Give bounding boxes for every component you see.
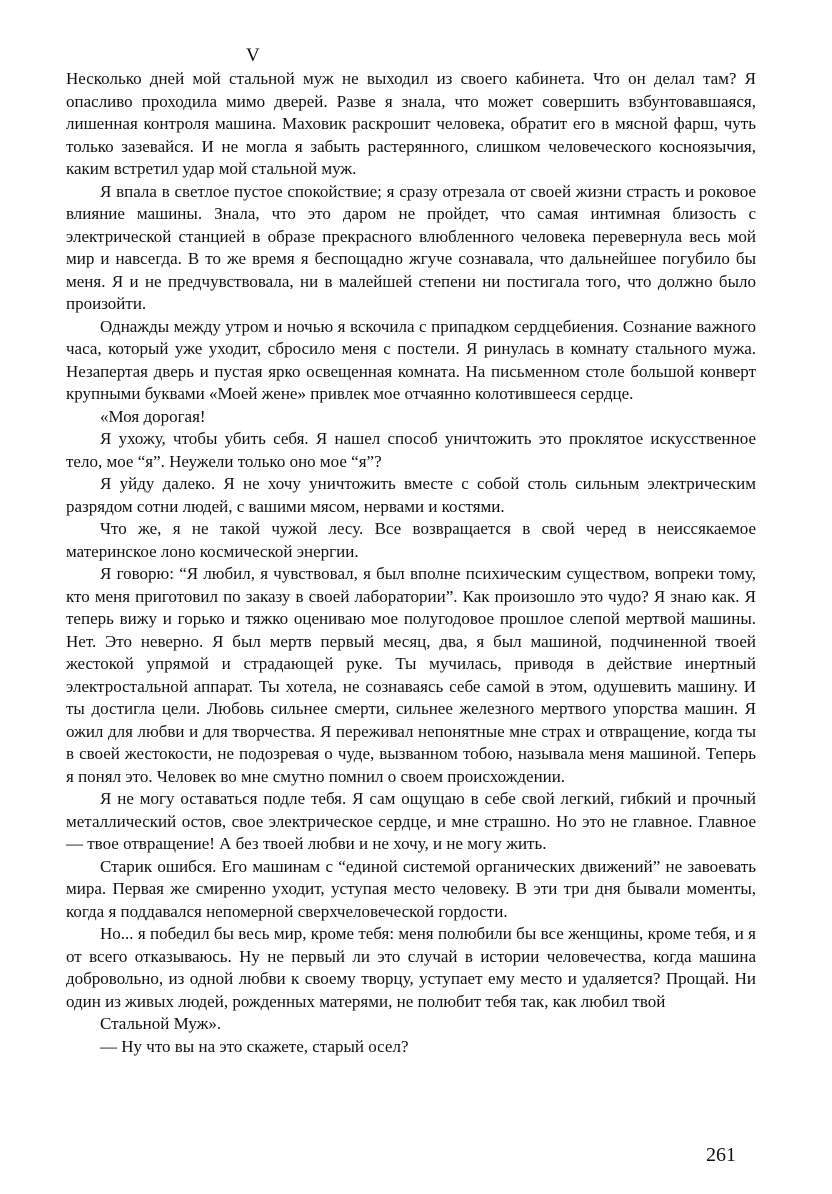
paragraph: Я ухожу, чтобы убить себя. Я нашел способ уничтожить это проклятое искусственное тело, мое “я”. Неужели только оно мое “я”? [66,429,756,471]
paragraph: Несколько дней мой стальной муж не выходил из своего кабинета. Что он делал там? Я опасливо проходила мимо дверей. Разве я знала, что может совершить взбунтовавшаяся, лишенная контроля машина. Маховик раскрошит человека, обратит его в мясной фарш, чуть только зазевайся. И не могла я забыть растерянного, слишком человеческого косноязычия, каким встретил удар мой стальной муж. [66,69,756,178]
paragraph: Я впала в светлое пустое спокойствие; я сразу отрезала от своей жизни страсть и роковое влияние машины. Знала, что это даром не пройдет, что самая интимная близость с электрической станцией в образе прекрасного влюбленного человека перевернула весь мой мир и навсегда. В то же время я беспощадно жгуче сознавала, что дальнейшее погубило бы меня. Я и не предчувствовала, ни в малейшей степени ни постигала того, что должно было произойти. [66,181,756,313]
chapter-numeral: V [246,45,260,66]
paragraph: Но... я победил бы весь мир, кроме тебя: меня полюбили бы все женщины, кроме тебя, и я от всего отказываюсь. Ну не первый ли это случай в истории человечества, когда машина добровольно, из одной любви к своему творцу, уступает ему место и удаляется? Прощай. Ни один из живых людей, рожденных матерями, не полюбит тебя так, как любил твой [66,924,756,1011]
paragraph: Я уйду далеко. Я не хочу уничтожить вместе с собой столь сильным электрическим разрядом сотни людей, с вашими мясом, нервами и костями. [66,474,756,516]
paragraph: Я говорю: “Я любил, я чувствовал, я был вполне психическим существом, вопреки тому, кто меня приготовил по заказу в своей лаборатории”. Как произошло это чудо? Я знаю как. Я теперь вижу и горько и тяжко оцениваю мое полугодовое прошлое слепой мертвой машины. Нет. Это неверно. Я был мертв первый месяц, два, я был машиной, подчиненной твоей жестокой упрямой и страдающей руке. Ты мучилась, приводя в действие инертный электростальной аппарат. Ты хотела, не сознаваясь себе самой в этом, одушевить машину. И ты достигла цели. Любовь сильнее смерти, сильнее железного мертвого упорства машин. Я ожил для любви и для творчества. Я переживал непонятные мне страх и отвращение, когда ты в своей жестокости, не подозревая о чуде, вызванном тобою, называла меня машиной. Теперь я понял это. Человек во мне смутно помнил о своем происхождении. [66,564,756,786]
page-body [66,44,756,1058]
paragraph: Однажды между утром и ночью я вскочила с припадком сердцебиения. Сознание важного часа, который уже уходит, сбросило меня с постели. Я ринулась в комнату стального мужа. Незапертая дверь и пустая ярко освещенная комната. На письменном столе большой конверт крупными буквами «Моей жене» привлек мое отчаянно колотившееся сердце. [66,316,756,403]
paragraph: Что же, я не такой чужой лесу. Все возвращается в свой черед в неиссякаемое материнское лоно космической энергии. [66,519,756,561]
letter-signature: Стальной Муж». [100,1014,222,1033]
paragraph: — Ну что вы на это скажете, старый осел? [100,1036,409,1056]
paragraph: Старик ошибся. Его машинам с “единой системой органических движений” не завоевать мира. Первая же смиренно уходит, уступая место человеку. В эти три дня бывали моменты, когда я поддавался непомерной сверхчеловеческой гордости. [66,856,756,921]
page-number: 261 [706,1144,736,1166]
paragraph: Я не могу оставаться подле тебя. Я сам ощущаю в себе свой легкий, гибкий и прочный металлический остов, свое электрическое сердце, и мне страшно. Но это не главное. Главное — твое отвращение! А без твоей любви и не хочу, и не могу жить. [66,789,756,853]
letter-salutation: «Моя дорогая! [100,406,206,426]
